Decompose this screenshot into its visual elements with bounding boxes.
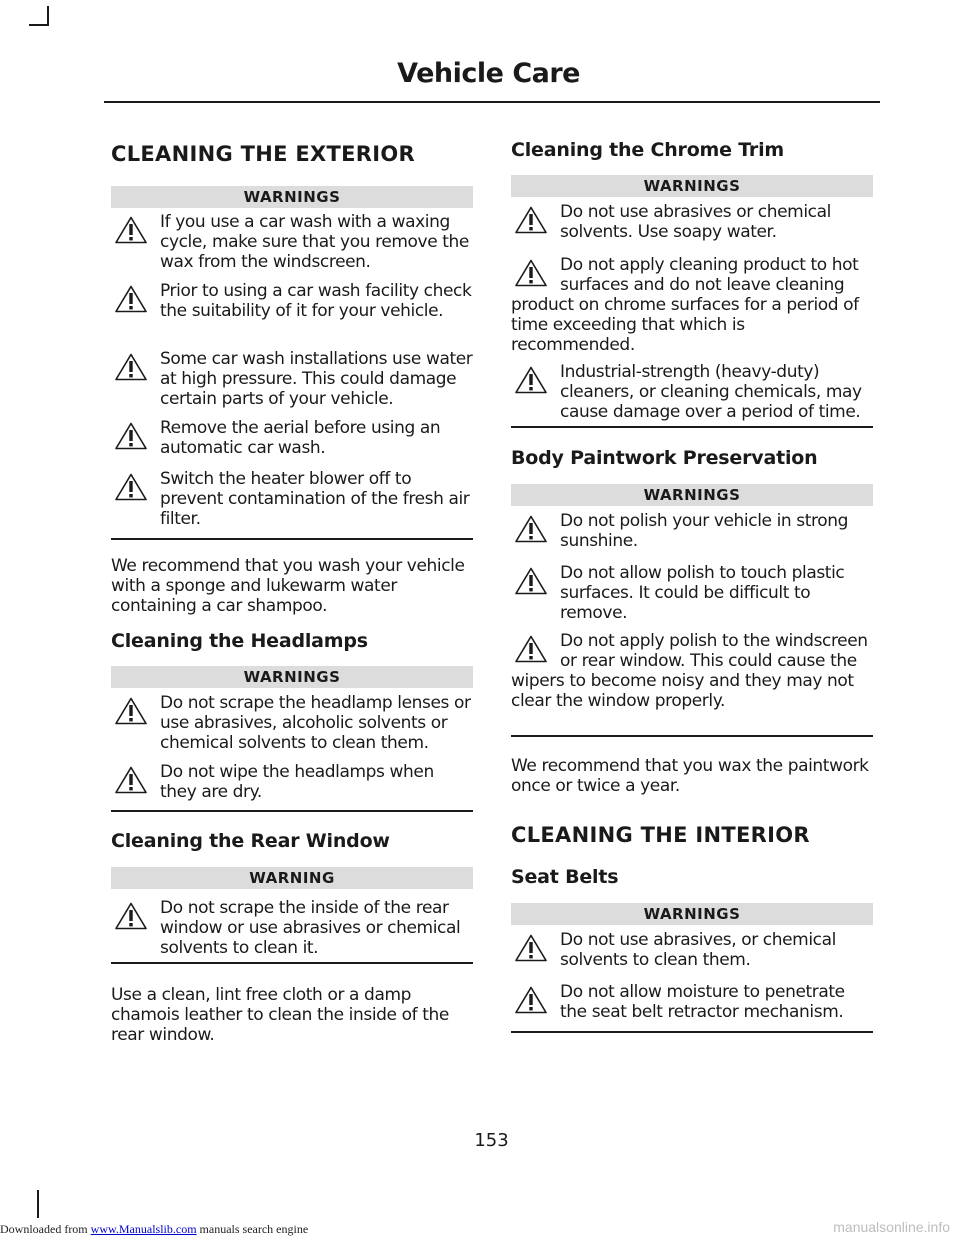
crop-mark [37, 1190, 39, 1218]
crop-mark [47, 6, 49, 26]
headlamps-heading: Cleaning the Headlamps [111, 630, 368, 652]
warning-item [111, 418, 473, 458]
warning-text: Do not polish your vehicle in strong sunshine. [560, 511, 848, 551]
warning-item [511, 563, 873, 623]
warning-item [511, 255, 873, 355]
warning-item [511, 362, 873, 422]
exterior-warnings-bar: WARNINGS [111, 186, 473, 208]
seat-belts-warnings-bar: WARNINGS [511, 903, 873, 925]
warning-triangle-icon [115, 216, 147, 244]
warning-text: Do not scrape the inside of the rear window or use abrasives or chemical solvents to clean it. [160, 898, 461, 958]
exterior-paragraph: We recommend that you wash your vehicle with a sponge and lukewarm water containing a car shampoo. [111, 556, 465, 616]
chrome-warnings-bar: WARNINGS [511, 175, 873, 197]
section-rule [111, 810, 473, 812]
warning-item [111, 349, 473, 409]
warning-text: Prior to using a car wash facility check the suitability of it for your vehicle. [160, 281, 472, 321]
paintwork-paragraph: We recommend that you wax the paintwork once or twice a year. [511, 756, 869, 796]
warning-triangle-icon [515, 206, 547, 234]
seat-belts-heading: Seat Belts [511, 866, 619, 888]
page-header-title: Vehicle Care [397, 58, 580, 89]
warning-triangle-icon [115, 766, 147, 794]
interior-heading: CLEANING THE INTERIOR [511, 823, 810, 847]
download-footer [0, 1222, 308, 1237]
warning-text: Do not allow polish to touch plastic surfaces. It could be difficult to remove. [560, 563, 845, 623]
warning-triangle-icon [515, 515, 547, 543]
chrome-heading: Cleaning the Chrome Trim [511, 139, 785, 161]
warning-text: Do not allow moisture to penetrate the seat belt retractor mechanism. [560, 982, 845, 1022]
warning-triangle-icon [515, 366, 547, 394]
header-rule [104, 101, 880, 103]
warning-text: Some car wash installations use water at high pressure. This could damage certain parts of your vehicle. [160, 349, 473, 409]
warning-item [111, 212, 473, 272]
warning-triangle-icon [515, 635, 547, 663]
warning-item [111, 693, 473, 753]
warning-triangle-icon [115, 353, 147, 381]
paintwork-heading: Body Paintwork Preservation [511, 447, 818, 469]
footer-suffix: manuals search engine [196, 1222, 309, 1236]
section-rule [511, 735, 873, 737]
rear-window-paragraph: Use a clean, lint free cloth or a damp chamois leather to clean the inside of the rear window. [111, 985, 449, 1045]
page-number: 153 [474, 1130, 509, 1151]
warning-triangle-icon [115, 697, 147, 725]
headlamps-warnings-bar: WARNINGS [111, 666, 473, 688]
warning-triangle-icon [115, 473, 147, 501]
section-rule [111, 538, 473, 540]
warning-text: If you use a car wash with a waxing cycle, make sure that you remove the wax from the windscreen. [160, 212, 469, 272]
warning-item [111, 898, 473, 958]
rear-window-warning-bar: WARNING [111, 867, 473, 889]
manualslib-link[interactable]: www.Manualslib.com [90, 1222, 197, 1236]
footer-prefix: Downloaded from [0, 1222, 91, 1236]
warning-text: Do not wipe the headlamps when they are dry. [160, 762, 434, 802]
warning-triangle-icon [515, 567, 547, 595]
section-rule [511, 1031, 873, 1033]
warning-item [511, 982, 873, 1022]
rear-window-heading: Cleaning the Rear Window [111, 830, 390, 852]
warning-triangle-icon [115, 285, 147, 313]
warning-text: Do not use abrasives or chemical solvents. Use soapy water. [560, 202, 831, 242]
warning-triangle-icon [515, 986, 547, 1014]
warning-triangle-icon [115, 422, 147, 450]
warning-item [511, 930, 873, 970]
warning-text: Switch the heater blower off to prevent contamination of the fresh air filter. [160, 469, 470, 529]
exterior-heading: CLEANING THE EXTERIOR [111, 142, 415, 166]
crop-mark [29, 24, 49, 26]
warning-text: Do not use abrasives, or chemical solvents to clean them. [560, 930, 836, 970]
warning-item [111, 762, 473, 802]
warning-triangle-icon [115, 902, 147, 930]
section-rule [511, 426, 873, 428]
warning-text: Industrial-strength (heavy-duty) cleaners, or cleaning chemicals, may cause damage over a period of time. [560, 362, 862, 422]
paintwork-warnings-bar: WARNINGS [511, 484, 873, 506]
warning-text: Remove the aerial before using an automatic car wash. [160, 418, 441, 458]
warning-triangle-icon [515, 934, 547, 962]
warning-item [111, 281, 473, 321]
warning-text: Do not apply polish to the windscreen or rear window. This could cause the wipers to become noisy and they may not clear the window properly. [511, 631, 868, 711]
warning-text: Do not scrape the headlamp lenses or use abrasives, alcoholic solvents or chemical solvents to clean them. [160, 693, 471, 753]
warning-item [511, 511, 873, 551]
warning-triangle-icon [515, 259, 547, 287]
watermark-text: manualsonline.info [833, 1219, 950, 1235]
warning-item [511, 631, 873, 711]
section-rule [111, 962, 473, 964]
warning-item [511, 202, 873, 242]
warning-item [111, 469, 473, 529]
warning-text: Do not apply cleaning product to hot surfaces and do not leave cleaning product on chrome surfaces for a period of time exceeding that which is recommended. [511, 255, 859, 355]
